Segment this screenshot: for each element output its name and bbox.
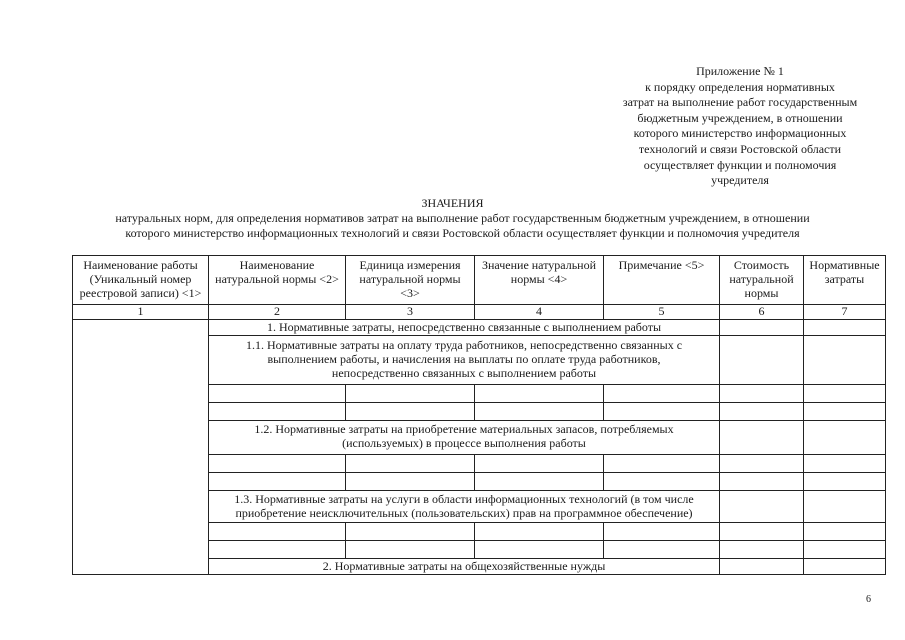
table-cell bbox=[720, 385, 804, 403]
document-title: ЗНАЧЕНИЯ bbox=[421, 196, 484, 210]
table-cell bbox=[346, 403, 475, 421]
header-line: затраты bbox=[824, 272, 865, 286]
section-heading-1 bbox=[209, 320, 720, 336]
column-number: 3 bbox=[346, 305, 475, 320]
header-line: Наименование работы bbox=[83, 258, 198, 272]
table-cell bbox=[209, 455, 346, 473]
header-line: натуральной bbox=[729, 272, 794, 286]
table-cell bbox=[804, 421, 886, 455]
table-cell bbox=[720, 336, 804, 385]
header-line: реестровой записи) <1> bbox=[79, 286, 202, 300]
table-cell bbox=[475, 403, 604, 421]
appendix-line: бюджетным учреждением, в отношении bbox=[637, 110, 843, 125]
column-number: 6 bbox=[720, 305, 804, 320]
section-line: 1.3. Нормативные затраты на услуги в области информационных технологий (в том числе bbox=[234, 492, 694, 506]
appendix-line: учредителя bbox=[711, 173, 769, 188]
header-line: натуральной нормы <2> bbox=[215, 272, 339, 286]
norms-table bbox=[72, 255, 886, 575]
work-name-cell bbox=[73, 320, 209, 575]
table-cell bbox=[804, 336, 886, 385]
table-cell bbox=[209, 385, 346, 403]
appendix-line: технологий и связи Ростовской области bbox=[638, 141, 842, 156]
section-line: 1. Нормативные затраты, непосредственно связанные с выполнением работы bbox=[266, 320, 662, 334]
header-note bbox=[604, 256, 720, 305]
table-cell bbox=[720, 491, 804, 523]
column-number: 1 bbox=[73, 305, 209, 320]
section-line: 1.2. Нормативные затраты на приобретение материальных запасов, потребляемых bbox=[254, 422, 674, 436]
header-line: нормы <4> bbox=[510, 272, 568, 286]
table-cell bbox=[720, 559, 804, 575]
table-cell bbox=[209, 473, 346, 491]
section-row bbox=[73, 320, 886, 336]
header-unit bbox=[346, 256, 475, 305]
subtitle-line: которого министерство информационных технологий и связи Ростовской области осуществляет функции и полномочия учредителя bbox=[125, 226, 800, 240]
table-cell bbox=[604, 403, 720, 421]
column-number-row bbox=[73, 305, 886, 320]
table-cell bbox=[346, 541, 475, 559]
table-cell bbox=[804, 473, 886, 491]
table-cell bbox=[604, 385, 720, 403]
table-cell bbox=[604, 455, 720, 473]
header-line: <3> bbox=[400, 286, 420, 300]
table-cell bbox=[604, 541, 720, 559]
appendix-line: Приложение № 1 bbox=[696, 64, 784, 78]
table-cell bbox=[720, 320, 804, 336]
table-cell bbox=[720, 541, 804, 559]
section-heading-2 bbox=[209, 559, 720, 575]
table-cell bbox=[475, 523, 604, 541]
document-subtitle bbox=[40, 211, 885, 241]
section-line: приобретение неисключительных (пользовательских) прав на программное обеспечение) bbox=[235, 506, 693, 520]
appendix-line: к порядку определения нормативных bbox=[645, 79, 835, 94]
table-cell bbox=[209, 403, 346, 421]
page-number: 6 bbox=[866, 594, 871, 605]
table-cell bbox=[804, 559, 886, 575]
table-cell bbox=[346, 523, 475, 541]
subtitle-line: натуральных норм, для определения нормативов затрат на выполнение работ государственным бюджетным учреждением, в отношении bbox=[115, 211, 810, 225]
table-cell bbox=[804, 320, 886, 336]
table-cell bbox=[346, 455, 475, 473]
table-cell bbox=[720, 473, 804, 491]
table-cell bbox=[604, 473, 720, 491]
header-line: Примечание <5> bbox=[618, 258, 705, 272]
header-norm-value bbox=[475, 256, 604, 305]
appendix-line: затрат на выполнение работ государственным bbox=[622, 95, 858, 110]
table-cell bbox=[804, 523, 886, 541]
section-line: выполнением работы, и начисления на выплаты по оплате труда работников, bbox=[267, 352, 661, 366]
table-cell bbox=[804, 541, 886, 559]
appendix-header bbox=[590, 64, 890, 189]
table-cell bbox=[209, 541, 346, 559]
section-heading-1-2 bbox=[209, 421, 720, 455]
table-cell bbox=[804, 455, 886, 473]
table-header-row bbox=[73, 256, 886, 305]
table-cell bbox=[804, 491, 886, 523]
column-number: 4 bbox=[475, 305, 604, 320]
table-cell bbox=[720, 403, 804, 421]
header-line: Значение натуральной bbox=[481, 258, 597, 272]
section-line: непосредственно связанных с выполнением работы bbox=[331, 366, 597, 380]
header-norm-name bbox=[209, 256, 346, 305]
section-heading-1-3 bbox=[209, 491, 720, 523]
header-line: Наименование bbox=[239, 258, 315, 272]
header-line: (Уникальный номер bbox=[89, 272, 192, 286]
table-cell bbox=[804, 385, 886, 403]
header-normative-costs bbox=[804, 256, 886, 305]
header-line: нормы bbox=[744, 286, 779, 300]
column-number: 5 bbox=[604, 305, 720, 320]
table-cell bbox=[720, 523, 804, 541]
table-cell bbox=[209, 523, 346, 541]
table-cell bbox=[346, 385, 475, 403]
section-line: 2. Нормативные затраты на общехозяйственные нужды bbox=[322, 559, 606, 573]
header-line: Нормативные bbox=[809, 258, 880, 272]
table-cell bbox=[475, 385, 604, 403]
table-cell bbox=[720, 421, 804, 455]
header-line: Стоимость bbox=[733, 258, 790, 272]
appendix-line: которого министерство информационных bbox=[633, 126, 847, 141]
header-norm-cost bbox=[720, 256, 804, 305]
column-number: 2 bbox=[209, 305, 346, 320]
header-line: натуральной нормы bbox=[359, 272, 461, 286]
section-line: (используемых) в процессе выполнения работы bbox=[342, 436, 586, 450]
table-cell bbox=[475, 455, 604, 473]
table-cell bbox=[346, 473, 475, 491]
appendix-line: осуществляет функции и полномочия bbox=[643, 157, 837, 172]
header-work-name bbox=[73, 256, 209, 305]
table-cell bbox=[804, 403, 886, 421]
column-number: 7 bbox=[804, 305, 886, 320]
table-cell bbox=[475, 541, 604, 559]
table-cell bbox=[720, 455, 804, 473]
section-line: 1.1. Нормативные затраты на оплату труда работников, непосредственно связанных с bbox=[245, 338, 683, 352]
section-heading-1-1 bbox=[209, 336, 720, 385]
table-cell bbox=[604, 523, 720, 541]
table-cell bbox=[475, 473, 604, 491]
header-line: Единица измерения bbox=[359, 258, 461, 272]
